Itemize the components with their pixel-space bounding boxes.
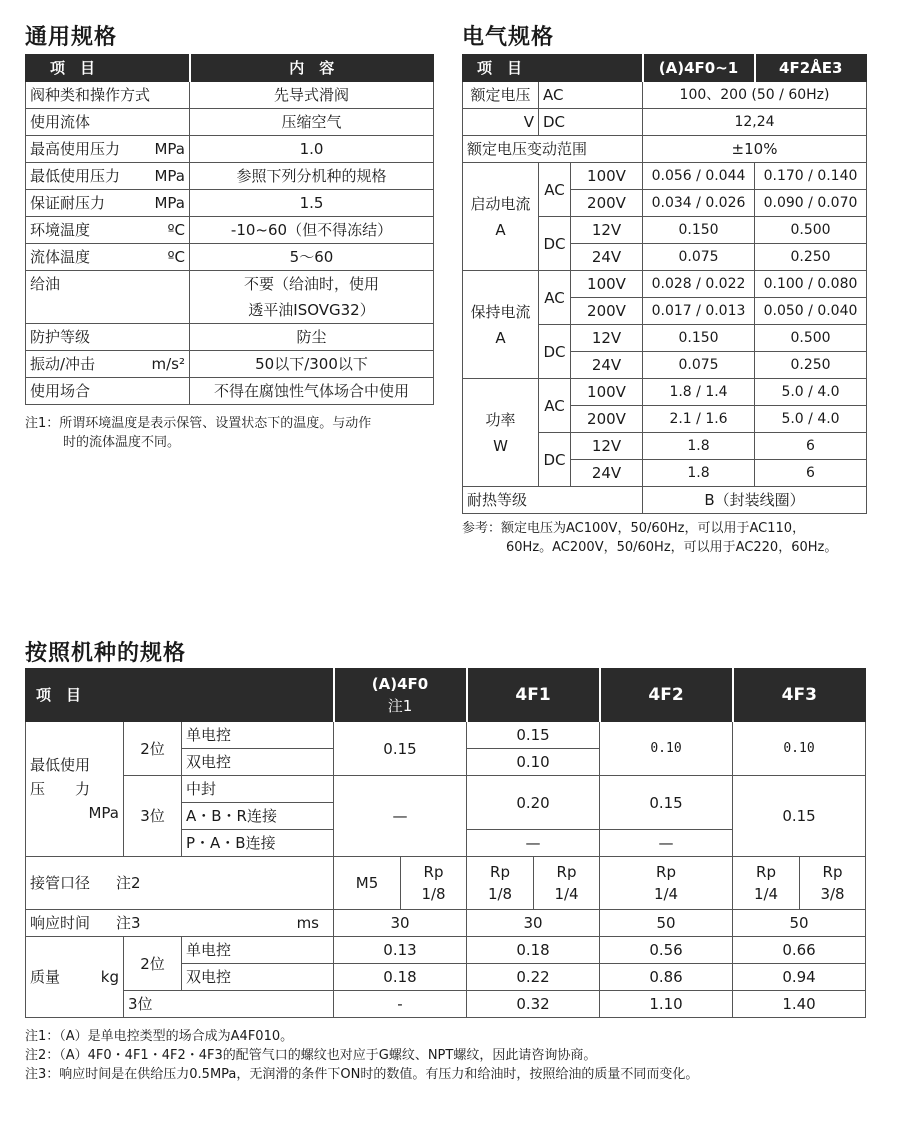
dc-label: DC <box>539 325 571 379</box>
table-row <box>26 351 434 378</box>
cell-value: 0.100 / 0.080 <box>755 271 867 298</box>
cell-value: 0.10 <box>467 749 600 776</box>
electric-header-item: 项 目 <box>463 55 643 82</box>
cell-value: 0.15 <box>600 776 733 830</box>
min-pressure-label: 最低使用 压 力 MPa <box>26 722 124 857</box>
port-a4f0-18: Rp 1/8 <box>401 857 467 910</box>
ac-label: AC <box>539 163 571 217</box>
cell-value: — <box>600 830 733 857</box>
electric-specs-table <box>462 54 867 514</box>
table-row <box>26 722 866 749</box>
table-row <box>26 857 866 910</box>
double-label: 双电控 <box>182 749 334 776</box>
cell-value: 0.10 <box>600 722 733 776</box>
model-header-row <box>26 669 866 722</box>
cell-value: 0.017 / 0.013 <box>643 298 755 325</box>
cell-value: 0.22 <box>467 964 600 991</box>
cell-value: 0.56 <box>600 937 733 964</box>
center-label: 中封 <box>182 776 334 803</box>
cell-value: 0.94 <box>733 964 866 991</box>
table-row <box>463 109 867 136</box>
row-value: 先导式滑阀 <box>190 82 434 109</box>
row-label: 最高使用压力 MPa <box>26 136 190 163</box>
single-label: 单电控 <box>182 722 334 749</box>
cell-value: 0.090 / 0.070 <box>755 190 867 217</box>
cell-value: 50 <box>733 910 866 937</box>
heat-class-value: B（封装线圈） <box>643 487 867 514</box>
voltage-100: 100V <box>571 379 643 406</box>
pos-2-label: 2位 <box>124 937 182 991</box>
model-header-item: 项 目 <box>26 669 334 722</box>
table-row <box>26 217 434 244</box>
single-label: 单电控 <box>182 937 334 964</box>
model-header-4f2: 4F2 <box>600 669 733 722</box>
rated-voltage-unit: V <box>463 109 539 136</box>
pos-2-label: 2位 <box>124 722 182 776</box>
cell-value: 50 <box>600 910 733 937</box>
electric-header-4f2: 4F2ÅE3 <box>755 55 867 82</box>
cell-value: 0.170 / 0.140 <box>755 163 867 190</box>
table-row <box>26 378 434 405</box>
cell-value: 0.15 <box>467 722 600 749</box>
table-row <box>26 190 434 217</box>
cell-value: 0.500 <box>755 325 867 352</box>
cell-value: 0.18 <box>334 964 467 991</box>
port-4f1-14: Rp 1/4 <box>534 857 600 910</box>
row-value: 5～60 <box>190 244 434 271</box>
row-label: 使用场合 <box>26 378 190 405</box>
dc-label: DC <box>539 433 571 487</box>
row-label: 最低使用压力 MPa <box>26 163 190 190</box>
port-4f3-38: Rp 3/8 <box>800 857 866 910</box>
electric-header-row <box>463 55 867 82</box>
variation-value: ±10% <box>643 136 867 163</box>
row-label: 振动/冲击 m/s² <box>26 351 190 378</box>
model-header-4f3: 4F3 <box>733 669 866 722</box>
cell-value: 30 <box>334 910 467 937</box>
model-notes: 注1：（A）是单电控类型的场合成为A4F010。 注2：（A）4F0・4F1・4F2・4F3的配管气口的螺纹也对应于G螺纹、NPT螺纹，因此请咨询协商。 注3：响应时间是在供给压力0.5MPa，无润滑的条件下ON时的数值。有压力和给油时，按照给油的质量不同而变化。 <box>25 1029 699 1082</box>
row-value: 参照下列分机种的规格 <box>190 163 434 190</box>
table-row <box>26 324 434 351</box>
table-row <box>26 271 434 324</box>
abr-label: A・B・R连接 <box>182 803 334 830</box>
table-row <box>26 82 434 109</box>
cell-value: 0.075 <box>643 244 755 271</box>
cell-value: 2.1 / 1.6 <box>643 406 755 433</box>
cell-value: 0.150 <box>643 217 755 244</box>
cell-value: 0.15 <box>334 722 467 776</box>
model-header-4f1: 4F1 <box>467 669 600 722</box>
row-value: 不要（给油时，使用 透平油ISOVG32） <box>190 271 434 324</box>
general-header-content: 内 容 <box>190 55 434 82</box>
general-header-item: 项 目 <box>26 55 190 82</box>
table-row <box>463 82 867 109</box>
cell-value: 0.075 <box>643 352 755 379</box>
cell-value: 0.15 <box>733 776 866 857</box>
cell-value: 0.20 <box>467 776 600 830</box>
rated-voltage-label: 额定电压 <box>463 82 539 109</box>
table-row <box>26 937 866 964</box>
cell-value: 0.050 / 0.040 <box>755 298 867 325</box>
cell-value: 6 <box>755 433 867 460</box>
cell-value: 1.8 <box>643 460 755 487</box>
start-current-label: 启动电流 A <box>463 163 539 271</box>
cell-value: 0.034 / 0.026 <box>643 190 755 217</box>
row-value: 50以下/300以下 <box>190 351 434 378</box>
voltage-200: 200V <box>571 406 643 433</box>
port-4f1-18: Rp 1/8 <box>467 857 534 910</box>
cell-value: 0.32 <box>467 991 600 1018</box>
row-label: 保证耐压力 MPa <box>26 190 190 217</box>
row-label: 给油 <box>26 271 190 324</box>
voltage-24: 24V <box>571 244 643 271</box>
hold-current-label: 保持电流 A <box>463 271 539 379</box>
heat-class-label: 耐热等级 <box>463 487 643 514</box>
dc-label: DC <box>539 109 643 136</box>
row-value: 1.0 <box>190 136 434 163</box>
cell-value: — <box>334 776 467 857</box>
row-value: 1.5 <box>190 190 434 217</box>
cell-value: - <box>334 991 467 1018</box>
table-row <box>463 379 867 406</box>
voltage-100: 100V <box>571 271 643 298</box>
table-row <box>26 991 866 1018</box>
cell-value: 5.0 / 4.0 <box>755 379 867 406</box>
row-label: 防护等级 <box>26 324 190 351</box>
variation-label: 额定电压变动范围 <box>463 136 643 163</box>
double-label: 双电控 <box>182 964 334 991</box>
row-label: 阀种类和操作方式 <box>26 82 190 109</box>
row-label: 环境温度 ºC <box>26 217 190 244</box>
row-label: 流体温度 ºC <box>26 244 190 271</box>
cell-value: 0.150 <box>643 325 755 352</box>
row-value: -10~60（但不得冻结） <box>190 217 434 244</box>
ac-label: AC <box>539 271 571 325</box>
power-label: 功率 W <box>463 379 539 487</box>
table-row <box>463 136 867 163</box>
cell-value: 1.8 <box>643 433 755 460</box>
row-value: 防尘 <box>190 324 434 351</box>
cell-value: 0.10 <box>733 722 866 776</box>
table-row <box>26 244 434 271</box>
table-row <box>26 136 434 163</box>
cell-value: 0.028 / 0.022 <box>643 271 755 298</box>
response-label: 响应时间 注3 ms <box>26 910 334 937</box>
ac-value: 100、200 (50 / 60Hz) <box>643 82 867 109</box>
model-specs-table <box>25 668 866 1018</box>
table-row <box>26 109 434 136</box>
table-row <box>463 487 867 514</box>
cell-value: 1.8 / 1.4 <box>643 379 755 406</box>
dc-value: 12,24 <box>643 109 867 136</box>
voltage-12: 12V <box>571 433 643 460</box>
voltage-12: 12V <box>571 217 643 244</box>
cell-value: 0.250 <box>755 244 867 271</box>
cell-value: 1.10 <box>600 991 733 1018</box>
cell-value: 0.500 <box>755 217 867 244</box>
ac-label: AC <box>539 82 643 109</box>
cell-value: 5.0 / 4.0 <box>755 406 867 433</box>
cell-value: 0.13 <box>334 937 467 964</box>
cell-value: — <box>467 830 600 857</box>
model-header-a4f0: (A)4F0 注1 <box>334 669 467 722</box>
table-row <box>26 163 434 190</box>
port-4f3-14: Rp 1/4 <box>733 857 800 910</box>
cell-value: 0.66 <box>733 937 866 964</box>
voltage-100: 100V <box>571 163 643 190</box>
pab-label: P・A・B连接 <box>182 830 334 857</box>
table-row <box>463 163 867 190</box>
electric-note: 参考：额定电压为AC100V，50/60Hz，可以用于AC110， 60Hz。AC200V，50/60Hz，可以用于AC220，60Hz。 <box>462 521 838 555</box>
table-row <box>463 271 867 298</box>
general-specs-table <box>25 54 434 405</box>
electric-specs-title: 电气规格 <box>462 25 555 50</box>
general-note: 注1：所谓环境温度是表示保管、设置状态下的温度。与动作 时的流体温度不同。 <box>25 416 372 450</box>
voltage-12: 12V <box>571 325 643 352</box>
port-label: 接管口径 注2 <box>26 857 334 910</box>
port-m5: M5 <box>334 857 401 910</box>
row-value: 不得在腐蚀性气体场合中使用 <box>190 378 434 405</box>
port-4f2-14: Rp 1/4 <box>600 857 733 910</box>
voltage-200: 200V <box>571 190 643 217</box>
voltage-200: 200V <box>571 298 643 325</box>
general-specs-title: 通用规格 <box>25 25 118 50</box>
pos-3-label: 3位 <box>124 776 182 857</box>
row-label: 使用流体 <box>26 109 190 136</box>
pos-3-label: 3位 <box>124 991 334 1018</box>
table-row <box>26 776 866 803</box>
voltage-24: 24V <box>571 460 643 487</box>
dc-label: DC <box>539 217 571 271</box>
ac-label: AC <box>539 379 571 433</box>
cell-value: 30 <box>467 910 600 937</box>
electric-header-4f0: (A)4F0~1 <box>643 55 755 82</box>
cell-value: 1.40 <box>733 991 866 1018</box>
cell-value: 0.18 <box>467 937 600 964</box>
model-specs-title: 按照机种的规格 <box>25 641 187 666</box>
voltage-24: 24V <box>571 352 643 379</box>
cell-value: 0.250 <box>755 352 867 379</box>
mass-label: 质量 kg <box>26 937 124 1018</box>
row-value: 压缩空气 <box>190 109 434 136</box>
table-row <box>26 910 866 937</box>
general-header-row <box>26 55 434 82</box>
cell-value: 6 <box>755 460 867 487</box>
cell-value: 0.056 / 0.044 <box>643 163 755 190</box>
cell-value: 0.86 <box>600 964 733 991</box>
